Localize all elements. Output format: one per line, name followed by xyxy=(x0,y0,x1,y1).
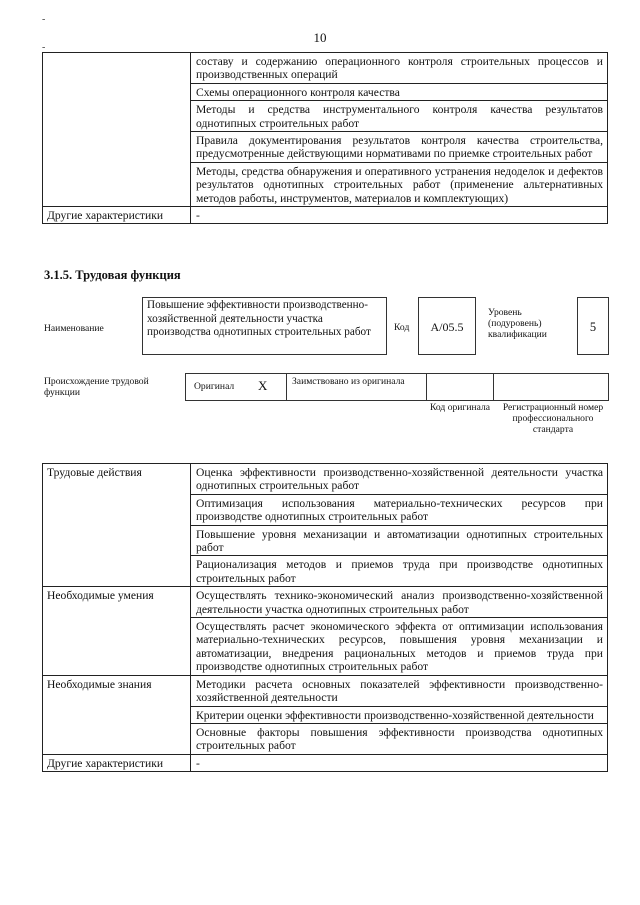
function-name-value: Повышение эффективности производственно-хозяйственной деятельности участка производства однотипных строительных работ xyxy=(147,299,371,338)
origin-label: Происхождение трудовой функции xyxy=(44,376,149,398)
code-box xyxy=(418,297,476,355)
other-characteristics-label: Другие характеристики xyxy=(43,754,191,771)
scan-mark: - xyxy=(42,42,46,53)
table-row: Основные факторы повышения эффективности производства однотипных строительных работ xyxy=(191,723,608,754)
table-row: Повышение уровня механизации и автоматизации однотипных строительных работ xyxy=(191,525,608,556)
code-label: Код xyxy=(394,322,410,333)
table-row: Осуществлять технико-экономический анализ производственно-хозяйственной деятельности участка однотипных строительных работ xyxy=(191,587,608,618)
other-characteristics-value: - xyxy=(191,207,608,224)
level-value: 5 xyxy=(589,320,597,334)
labor-actions-label: Трудовые действия xyxy=(43,464,191,587)
table-row: Критерии оценки эффективности производственно-хозяйственной деятельности xyxy=(191,706,608,723)
required-skills-label: Необходимые умения xyxy=(43,587,191,675)
reg-number-caption: Регистрационный номер профессионального стандарта xyxy=(502,402,604,435)
table-row: Правила документирования результатов контроля качества строительства, предусмотренные действующими нормативами по приемке строительных работ xyxy=(191,132,608,163)
other-characteristics-value: - xyxy=(191,754,608,771)
required-knowledge-label: Необходимые знания xyxy=(43,675,191,754)
table-row: Методики расчета основных показателей эффективности производственно-хозяйственной деятельности xyxy=(191,675,608,706)
original-label: Оригинал xyxy=(194,381,235,392)
table-row: Оценка эффективности производственно-хозяйственной деятельности участка однотипных строительных работ xyxy=(191,464,608,495)
table-row: Схемы операционного контроля качества xyxy=(191,83,608,100)
labor-function-table xyxy=(42,463,608,772)
page-number: 10 xyxy=(313,30,327,45)
name-label: Наименование xyxy=(44,323,104,334)
table-row: Оптимизация использования материально-технических ресурсов при производстве однотипных строительных работ xyxy=(191,494,608,525)
other-characteristics-label: Другие характеристики xyxy=(43,207,191,224)
section-heading: 3.1.5. Трудовая функция xyxy=(44,268,181,282)
function-name-box xyxy=(142,297,387,355)
original-mark: X xyxy=(258,378,268,393)
continuation-table xyxy=(42,52,608,224)
level-box xyxy=(577,297,609,355)
table-row: Рационализация методов и приемов труда при производстве однотипных строительных работ xyxy=(191,556,608,587)
table-row: составу и содержанию операционного контроля строительных процессов и производственных операций xyxy=(191,53,608,84)
table-row: Методы и средства инструментального контроля качества результатов однотипных строительных работ xyxy=(191,101,608,132)
borrowed-label: Заимствовано из оригинала xyxy=(292,376,405,387)
code-original-caption: Код оригинала xyxy=(429,402,491,413)
table-row: Методы, средства обнаружения и оперативного устранения недоделок и дефектов результатов однотипных строительных работ (применение альтернативных методов работы, инструментов, материалов и комплектующих) xyxy=(191,162,608,206)
empty-label-cell xyxy=(43,53,191,207)
table-row: Осуществлять расчет экономического эффекта от оптимизации использования материально-технических ресурсов, повышения уровня механизации и автоматизации, внедрения рациональных методов и приемов труда при производстве однотипных строительных работ xyxy=(191,618,608,676)
level-label: Уровень (подуровень) квалификации xyxy=(488,307,547,340)
scan-mark: - xyxy=(42,14,46,25)
code-value: А/05.5 xyxy=(430,320,464,334)
